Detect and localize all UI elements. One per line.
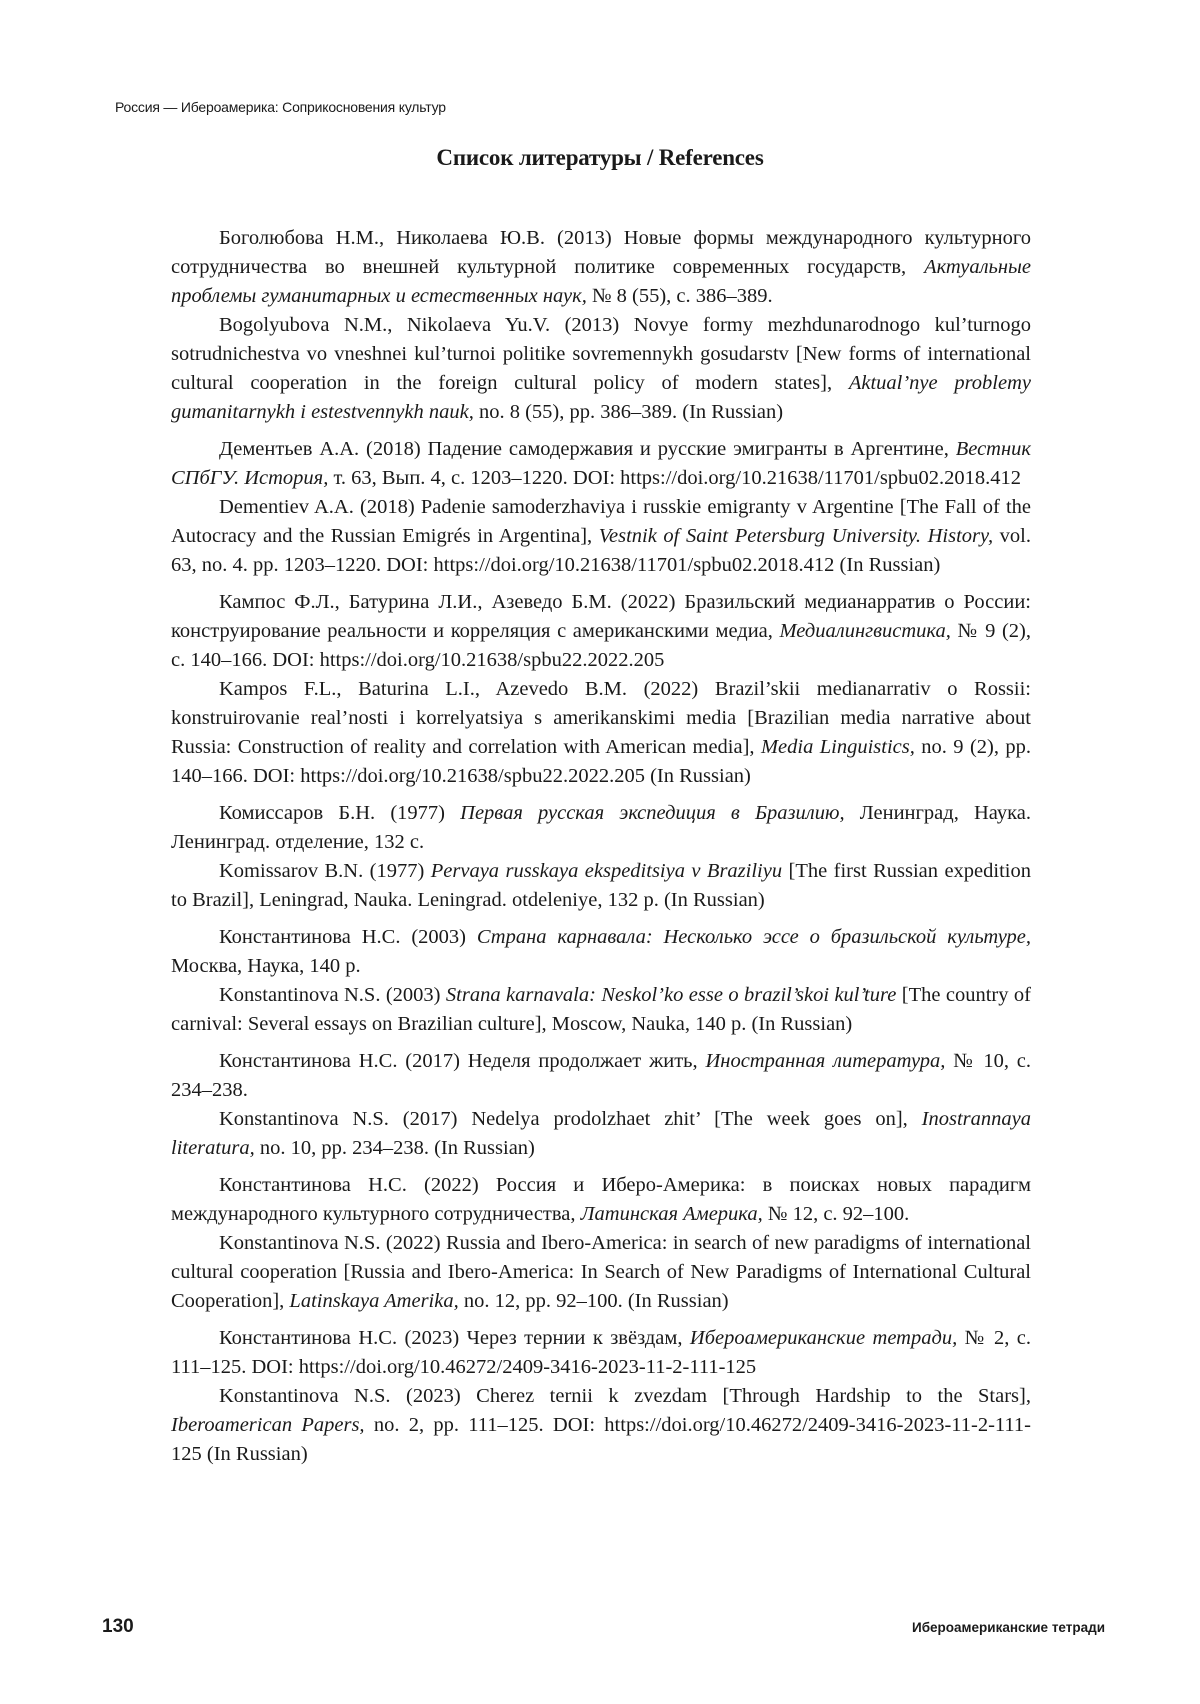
journal-name: Ибероамериканские тетради: [911, 1620, 1105, 1635]
reference-group: [171, 1324, 1031, 1469]
reference-text: Konstantinova N.S. (2017) Nedelya prodolzhaet zhit’ [The week goes on],: [219, 1108, 922, 1130]
reference-entry-transliterated: [171, 857, 1031, 915]
reference-entry-transliterated: [171, 675, 1031, 791]
reference-entry-original: [171, 923, 1031, 981]
page-number: 130: [102, 1616, 134, 1637]
reference-text: Ибероамериканские тетради,: [689, 1327, 958, 1349]
reference-group: [171, 923, 1031, 1039]
reference-text: Комиссаров Б.Н. (1977): [219, 802, 461, 824]
reference-group: [171, 1047, 1031, 1163]
reference-entry-transliterated: [171, 1382, 1031, 1469]
reference-text: Konstantinova N.S. (2023) Cherez ternii k zvezdam [Through Hardship to the Stars],: [219, 1385, 1031, 1407]
reference-entry-original: [171, 1324, 1031, 1382]
reference-entry-original: [171, 224, 1031, 311]
reference-entry-transliterated: [171, 493, 1031, 580]
reference-entry-original: [171, 588, 1031, 675]
reference-entry-original: [171, 435, 1031, 493]
reference-group: [171, 1171, 1031, 1316]
reference-text: no. 10, pp. 234–238. (In Russian): [254, 1137, 535, 1159]
reference-text: Konstantinova N.S. (2003): [219, 984, 446, 1006]
reference-text: Kampos F.L., Baturina L.I., Azevedo B.M. (2022) Brazil’skii medianarrativ o Rossii: konstruirovanie real’nosti i korrelyatsiya s amerikanskimi media [Brazilian media narrative about Russia: Construction of reality and correlation with American media],: [171, 678, 1031, 758]
reference-text: Konstantinova N.S. (2022) Russia and Ibero-America: in search of new paradigms of international cultural cooperation [Russia and Ibero-America: In Search of New Paradigms of International Cultural Cooperation],: [171, 1232, 1031, 1312]
reference-text: Иностранная литература,: [705, 1050, 946, 1072]
reference-text: Боголюбова Н.М., Николаева Ю.В. (2013) Новые формы международного культурного сотрудничества во внешней культурной политике современных государств,: [171, 227, 1031, 278]
reference-text: № 8 (55), с. 386–389.: [586, 285, 773, 307]
reference-entry-transliterated: [171, 1229, 1031, 1316]
reference-text: vol. 63, no. 4. pp. 1203–1220. DOI: https://doi.org/10.21638/11701/spbu02.2018.412 (In Russian): [171, 525, 1032, 576]
reference-entry-transliterated: [171, 981, 1031, 1039]
reference-text: Москва, Наука, 140 р.: [171, 955, 361, 977]
reference-text: Aktual’nye problemy gumanitarnykh i estestvennykh nauk,: [171, 372, 1032, 423]
reference-text: Latinskaya Amerika,: [289, 1290, 459, 1312]
reference-text: Константинова Н.С. (2023) Через тернии к звёздам,: [219, 1327, 690, 1349]
reference-text: Dementiev A.A. (2018) Padenie samoderzhaviya i russkie emigranty v Argentine [The Fall of the Autocracy and the Russian Emigrés in Argentina],: [171, 496, 1031, 547]
running-header: Россия — Ибероамерика: Соприкосновения культур: [115, 99, 446, 115]
reference-text: Медиалингвистика,: [779, 620, 951, 642]
reference-text: no. 8 (55), pp. 386–389. (In Russian): [473, 401, 784, 423]
reference-text: № 2, с. 111–125. DOI: https://doi.org/10.46272/2409-3416-2023-11-2-111-125: [171, 1327, 1031, 1378]
reference-text: Страна карнавала: Несколько эссе о бразильской культуре,: [476, 926, 1032, 948]
reference-entry-transliterated: [171, 1105, 1031, 1163]
reference-list: [171, 224, 1031, 1477]
reference-group: [171, 435, 1031, 580]
reference-group: [171, 588, 1031, 791]
reference-text: [The first Russian expedition to Brazil], Leningrad, Nauka. Leningrad. otdeleniye, 132 p. (In Russian): [171, 860, 1031, 911]
reference-text: Pervaya russkaya ekspeditsiya v Braziliyu: [430, 860, 783, 882]
reference-entry-transliterated: [171, 311, 1031, 427]
reference-text: Iberoamerican Papers,: [171, 1414, 365, 1436]
reference-group: [171, 799, 1031, 915]
reference-text: no. 2, pp. 111–125. DOI: https://doi.org/10.46272/2409-3416-2023-11-2-111-125 (In Russian): [171, 1414, 1031, 1465]
reference-text: no. 9 (2), pp. 140–166. DOI: https://doi.org/10.21638/spbu22.2022.205 (In Russian): [171, 736, 1032, 787]
reference-entry-original: [171, 1171, 1031, 1229]
reference-entry-original: [171, 799, 1031, 857]
reference-group: [171, 224, 1031, 427]
reference-text: Кампос Ф.Л., Батурина Л.И., Азеведо Б.М. (2022) Бразильский медианарратив о России: конструирование реальности и корреляция с американскими медиа,: [171, 591, 1031, 642]
reference-text: Strana karnavala: Neskol’ko esse o brazil’skoi kul’ture: [445, 984, 897, 1006]
reference-text: Первая русская экспедиция в Бразилию,: [460, 802, 845, 824]
reference-text: Константинова Н.С. (2003): [219, 926, 477, 948]
reference-text: [The country of carnival: Several essays on Brazilian culture], Moscow, Nauka, 140 p. (In Russian): [171, 984, 1031, 1035]
reference-text: Komissarov B.N. (1977): [219, 860, 431, 882]
reference-text: Вестник СПбГУ. История,: [171, 438, 1031, 489]
reference-text: № 12, с. 92–100.: [762, 1203, 910, 1225]
reference-text: Константинова Н.С. (2017) Неделя продолжает жить,: [219, 1050, 706, 1072]
reference-text: Дементьев А.А. (2018) Падение самодержавия и русские эмигранты в Аргентине,: [219, 438, 956, 460]
reference-text: № 9 (2), с. 140–166. DOI: https://doi.org/10.21638/spbu22.2022.205: [171, 620, 1031, 671]
reference-text: т. 63, Вып. 4, с. 1203–1220. DOI: https://doi.org/10.21638/11701/spbu02.2018.412: [328, 467, 1022, 489]
reference-text: Константинова Н.С. (2022) Россия и Иберо-Америка: в поисках новых парадигм международного культурного сотрудничества,: [171, 1174, 1031, 1225]
reference-text: Ленинград, Наука. Ленинград. отделение, 132 с.: [171, 802, 1031, 853]
reference-entry-original: [171, 1047, 1031, 1105]
reference-text: Актуальные проблемы гуманитарных и естественных наук,: [171, 256, 1031, 307]
reference-text: № 10, с. 234–238.: [171, 1050, 1031, 1101]
reference-text: no. 12, pp. 92–100. (In Russian): [458, 1290, 729, 1312]
reference-text: Inostrannaya literatura,: [171, 1108, 1031, 1159]
reference-text: Bogolyubova N.M., Nikolaeva Yu.V. (2013) Novye formy mezhdunarodnogo kul’turnogo sotrudnichestva vo vneshnei kul’turnoi politike sovremennykh gosudarstv [New forms of international cultural cooperation in the foreign cultural policy of modern states],: [171, 314, 1031, 394]
section-title: Список литературы / References: [436, 145, 764, 170]
reference-text: Латинская Америка,: [580, 1203, 763, 1225]
reference-text: Vestnik of Saint Petersburg University. History,: [598, 525, 994, 547]
reference-text: Media Linguistics,: [760, 736, 915, 758]
